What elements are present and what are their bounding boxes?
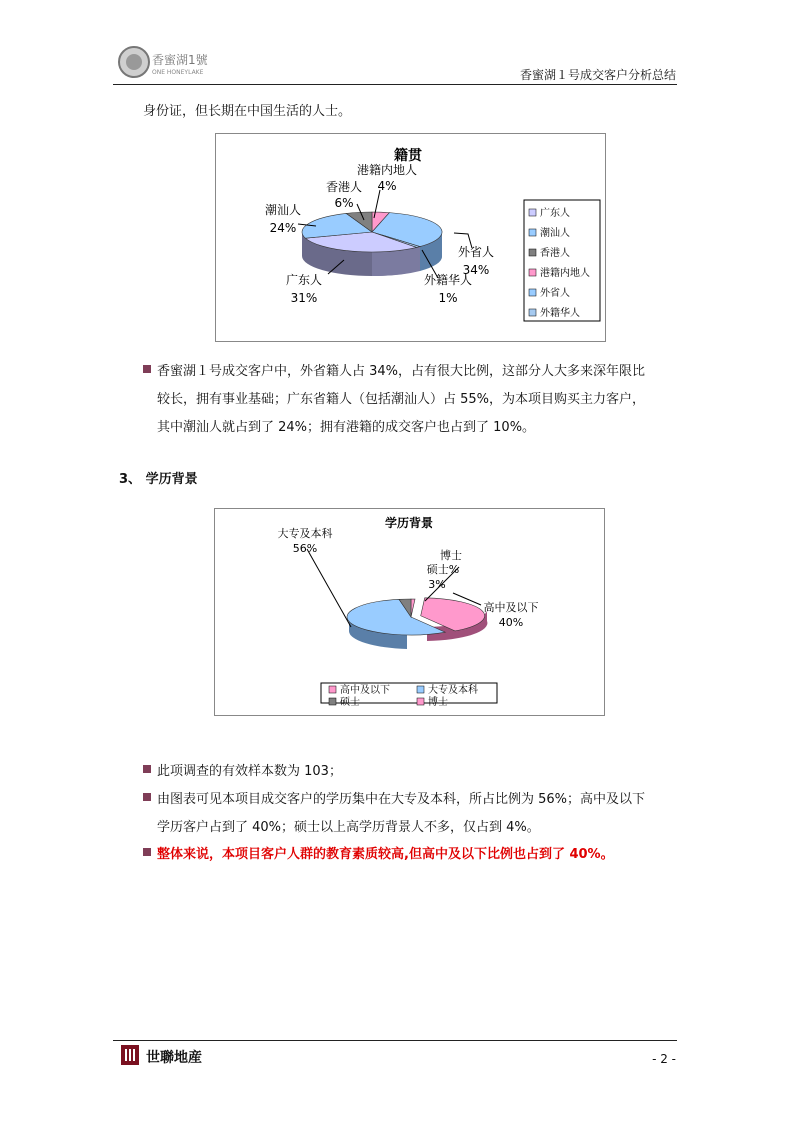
legend-label: 硕士 bbox=[340, 697, 360, 708]
pct-chaoshan: 24% bbox=[269, 221, 297, 235]
legend-label: 香港人 bbox=[540, 248, 570, 259]
legend-label: 大专及本科 bbox=[428, 685, 478, 696]
legend-label: 潮汕人 bbox=[540, 228, 570, 239]
pct-gz: 40% bbox=[498, 616, 524, 629]
paragraph1-line2: 较长，拥有事业基础；广东省籍人（包括潮汕人）占 55%，为本项目购买主力客户， bbox=[157, 392, 646, 407]
paragraph1-line1: 香蜜湖１号成交客户中，外省籍人占 34%，占有很大比例，这部分人大多来深年限比 bbox=[157, 364, 646, 379]
label-guangdong: 广东人 bbox=[285, 273, 323, 287]
label-master: 硕士% bbox=[426, 563, 460, 576]
legend-swatch bbox=[529, 289, 536, 296]
pie-slice-博士 bbox=[411, 599, 415, 617]
pct-hk-mainland: 4% bbox=[377, 179, 397, 193]
section-heading: 3、 学历背景 bbox=[119, 472, 198, 487]
chart-origin-title: 籍贯 bbox=[394, 148, 422, 164]
legend-swatch bbox=[529, 269, 536, 276]
bullet-marker bbox=[143, 848, 151, 856]
legend-swatch bbox=[529, 209, 536, 216]
logo-subtext: ONE HONEYLAKE bbox=[152, 69, 204, 76]
legend-label: 外省人 bbox=[540, 288, 570, 299]
label-phd: 博士 bbox=[440, 549, 462, 562]
footer-logo bbox=[120, 1043, 230, 1073]
pct-dz: 56% bbox=[292, 542, 318, 555]
pct-waiji: 1% bbox=[438, 291, 458, 305]
chart-origin bbox=[215, 133, 606, 342]
label-dz: 大专及本科 bbox=[277, 527, 333, 540]
label-hk: 香港人 bbox=[325, 180, 363, 194]
label-waisheng: 外省人 bbox=[457, 245, 495, 259]
intro-line: 身份证，但长期在中国生活的人士。 bbox=[143, 104, 352, 119]
legend-label: 港籍内地人 bbox=[540, 268, 590, 279]
bullet-marker bbox=[143, 793, 151, 801]
legend-swatch bbox=[417, 686, 424, 693]
bullet-conclusion: 整体来说，本项目客户人群的教育素质较高,但高中及以下比例也占到了 40%。 bbox=[157, 847, 614, 862]
logo-text: 香蜜湖1號 bbox=[152, 53, 208, 67]
header-divider bbox=[113, 84, 677, 85]
leader-dz bbox=[307, 549, 351, 627]
label-waiji: 外籍华人 bbox=[423, 273, 473, 287]
label-hk-mainland: 港籍内地人 bbox=[356, 163, 418, 177]
page-number: - 2 - bbox=[652, 1052, 676, 1066]
bullet-distribution-line1: 由图表可见本项目成交客户的学历集中在大专及本科，所占比例为 56%；高中及以下 bbox=[157, 792, 646, 807]
paragraph1-line3: 其中潮汕人就占到了 24%；拥有港籍的成交客户也占到了 10%。 bbox=[157, 420, 536, 435]
legend-swatch bbox=[529, 229, 536, 236]
legend-swatch bbox=[529, 309, 536, 316]
pct-guangdong: 31% bbox=[290, 291, 318, 305]
chart-education bbox=[214, 508, 605, 716]
footer-divider bbox=[113, 1040, 677, 1041]
legend-label: 广东人 bbox=[540, 208, 570, 219]
legend-label: 高中及以下 bbox=[340, 685, 390, 696]
legend-label: 外籍华人 bbox=[540, 308, 580, 319]
chart-education-title: 学历背景 bbox=[384, 516, 434, 530]
bullet-distribution-line2: 学历客户占到了 40%；硕士以上高学历背景人不多，仅占到 4%。 bbox=[157, 820, 540, 835]
bullet-marker bbox=[143, 765, 151, 773]
chart-origin-svg bbox=[216, 134, 605, 341]
legend-swatch bbox=[329, 698, 336, 705]
pct-master: 3% bbox=[428, 578, 446, 591]
pct-waisheng: 34% bbox=[462, 263, 490, 277]
legend-label: 博士 bbox=[428, 697, 448, 708]
pct-hk: 6% bbox=[334, 196, 354, 210]
legend-swatch bbox=[529, 249, 536, 256]
bullet-sample: 此项调查的有效样本数为 103； bbox=[157, 764, 342, 779]
legend-swatch bbox=[329, 686, 336, 693]
bullet-marker bbox=[143, 365, 151, 373]
legend-swatch bbox=[417, 698, 424, 705]
chart-education-svg bbox=[215, 509, 604, 715]
header-title: 香蜜湖１号成交客户分析总结 bbox=[519, 68, 676, 82]
label-chaoshan: 潮汕人 bbox=[264, 203, 302, 217]
label-gz: 高中及以下 bbox=[483, 601, 539, 614]
header-logo bbox=[116, 44, 226, 80]
footer-company: 世聯地産 bbox=[146, 1050, 202, 1066]
